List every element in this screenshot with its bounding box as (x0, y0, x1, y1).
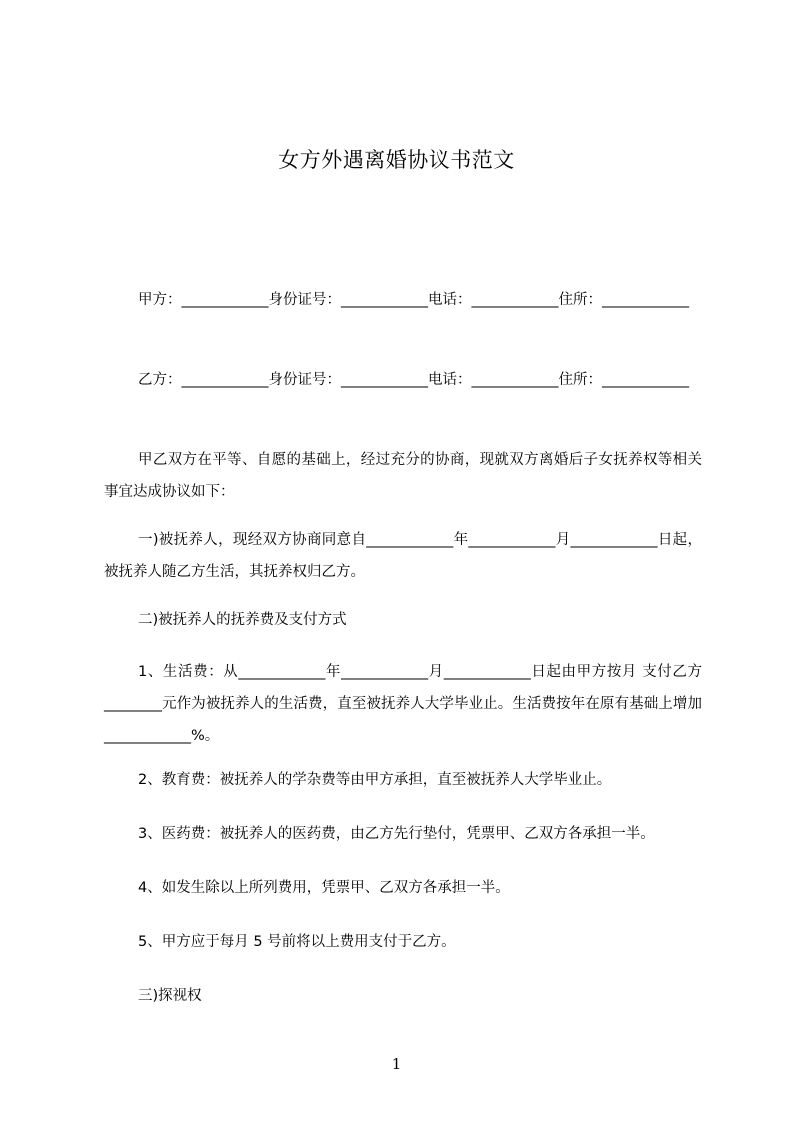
section-1-custody: 一)被抚养人，现经双方协商同意自____________年____________月____________日起，被抚养人随乙方生活，其抚养权归乙方。 (104, 532, 702, 580)
party-b-info: 乙方：____________身份证号：____________电话：____________住所：____________ (138, 372, 689, 388)
medical-expense-clause: 3、医药费：被抚养人的医药费，由乙方先行垫付，凭票甲、乙双方各承担一半。 (138, 826, 655, 842)
education-expense-clause: 2、教育费：被抚养人的学杂费等由甲方承担，直至被抚养人大学毕业止。 (138, 772, 612, 788)
payment-deadline-clause: 5、甲方应于每月 5 号前将以上费用支付于乙方。 (138, 934, 456, 950)
living-expense-clause: 1、生活费：从____________年____________月____________日起由甲方按月 支付乙方________元作为被抚养人的生活费，直至被抚养人大学毕业止。生活费按年在原有基础上增加____________%。 (104, 664, 702, 744)
other-expense-clause: 4、如发生除以上所列费用，凭票甲、乙双方各承担一半。 (138, 880, 510, 896)
page-number: 1 (391, 1055, 402, 1073)
document-title: 女方外遇离婚协议书范文 (278, 148, 515, 172)
agreement-intro: 甲乙双方在平等、自愿的基础上，经过充分的协商，现就双方离婚后子女抚养权等相关事宜达成协议如下： (104, 452, 702, 500)
section-2-heading: 二)被抚养人的抚养费及支付方式 (138, 612, 347, 628)
section-3-heading: 三)探视权 (138, 988, 202, 1004)
party-a-info: 甲方：____________身份证号：____________电话：____________住所：____________ (138, 292, 689, 308)
